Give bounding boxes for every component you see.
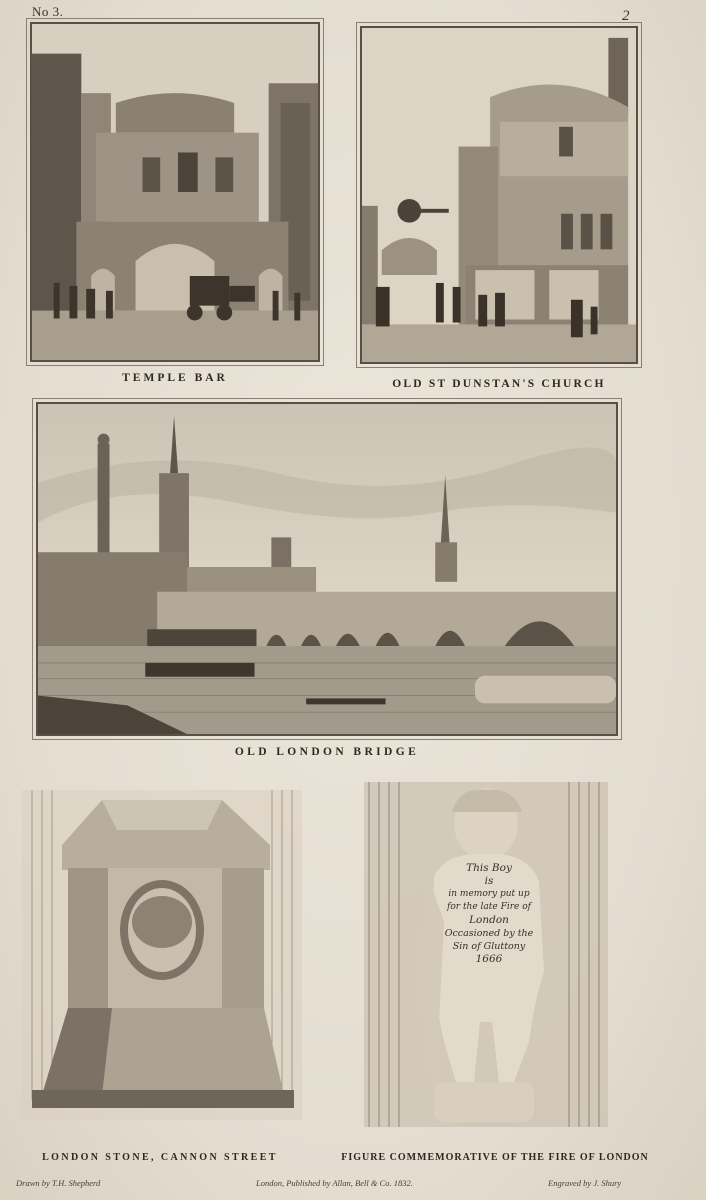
london-bridge-caption: OLD LONDON BRIDGE: [234, 746, 420, 758]
credit-publisher: London, Published by Allan, Bell & Co. 1832.: [256, 1178, 413, 1188]
inscription-line: is: [484, 875, 494, 887]
inscription-line: London: [469, 914, 509, 926]
figure-inscription: [424, 862, 554, 966]
fire-figure-engraving: [364, 782, 608, 1127]
inscription-line: This Boy: [466, 862, 512, 874]
london-stone-engraving: [22, 790, 302, 1120]
credit-engraved-by: Engraved by J. Shury: [548, 1178, 622, 1188]
fire-figure-caption: FIGURE COMMEMORATIVE OF THE FIRE OF LONDON: [341, 1152, 649, 1163]
temple-bar-caption: TEMPLE BAR: [122, 372, 228, 384]
inscription-line: Occasioned by the: [444, 928, 534, 939]
inscription-line: for the late Fire of: [447, 902, 531, 912]
inscription-line: Sin of Gluttony: [452, 941, 526, 952]
credit-drawn-by: Drawn by T.H. Shepherd: [16, 1178, 101, 1188]
st-dunstans-engraving: [360, 26, 638, 364]
page-number: 2: [622, 8, 630, 24]
plate-number: No 3.: [32, 4, 64, 19]
london-stone-caption: LONDON STONE, CANNON STREET: [42, 1152, 278, 1163]
st-dunstans-caption: OLD ST DUNSTAN'S CHURCH: [392, 378, 606, 390]
london-bridge-engraving: [36, 402, 618, 736]
inscription-line: in memory put up: [448, 889, 530, 899]
inscription-line: 1666: [475, 953, 503, 965]
temple-bar-engraving: [30, 22, 320, 362]
